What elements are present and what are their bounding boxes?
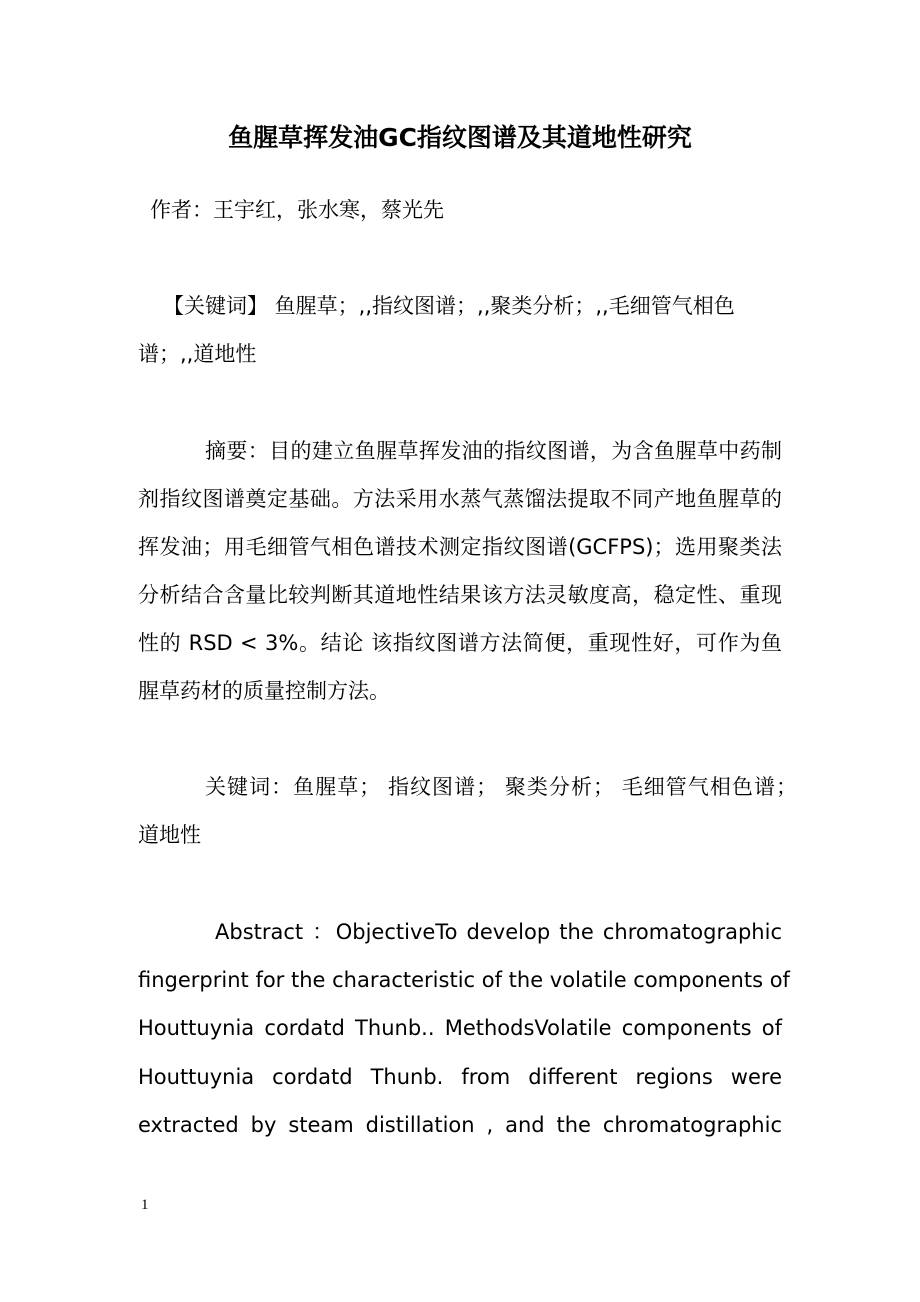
keywords-line: 谱；,,道地性 (138, 342, 257, 366)
abstract-en-line: Houttuynia cordatd Thunb. from different regions were (138, 1065, 782, 1089)
keywords-line: 关键词：鱼腥草； 指纹图谱； 聚类分析； 毛细管气相色谱； (205, 775, 797, 799)
authors: 作者：王宇红，张水寒，蔡光先 (150, 198, 444, 222)
abstract-line: 摘要：目的建立鱼腥草挥发油的指纹图谱，为含鱼腥草中药制 (205, 439, 782, 463)
keywords-line: 【关键词】 鱼腥草；,,指纹图谱；,,聚类分析；,,毛细管气相色 (163, 294, 735, 318)
abstract-en-line: Houttuynia cordatd Thunb.. MethodsVolatile components of (138, 1016, 782, 1040)
abstract-en-line: extracted by steam distillation , and the chromatographic (138, 1113, 782, 1137)
abstract-line: 剂指纹图谱奠定基础。方法采用水蒸气蒸馏法提取不同产地鱼腥草的 (138, 487, 782, 511)
abstract-en-line: fingerprint for the characteristic of the volatile components of (138, 968, 790, 992)
keywords-line: 道地性 (138, 823, 201, 847)
abstract-line: 性的 RSD < 3%。结论 该指纹图谱方法简便，重现性好，可作为鱼 (138, 631, 782, 655)
abstract-line: 腥草药材的质量控制方法。 (138, 679, 390, 703)
document-title: 鱼腥草挥发油GC指纹图谱及其道地性研究 (228, 123, 692, 152)
abstract-line: 分析结合含量比较判断其道地性结果该方法灵敏度高，稳定性、重现 (138, 583, 782, 607)
abstract-en-line: Abstract ：ObjectiveTo develop the chromatographic (215, 920, 782, 944)
page-number: 1 (141, 1197, 149, 1213)
abstract-line: 挥发油；用毛细管气相色谱技术测定指纹图谱(GCFPS)；选用聚类法 (138, 535, 782, 559)
